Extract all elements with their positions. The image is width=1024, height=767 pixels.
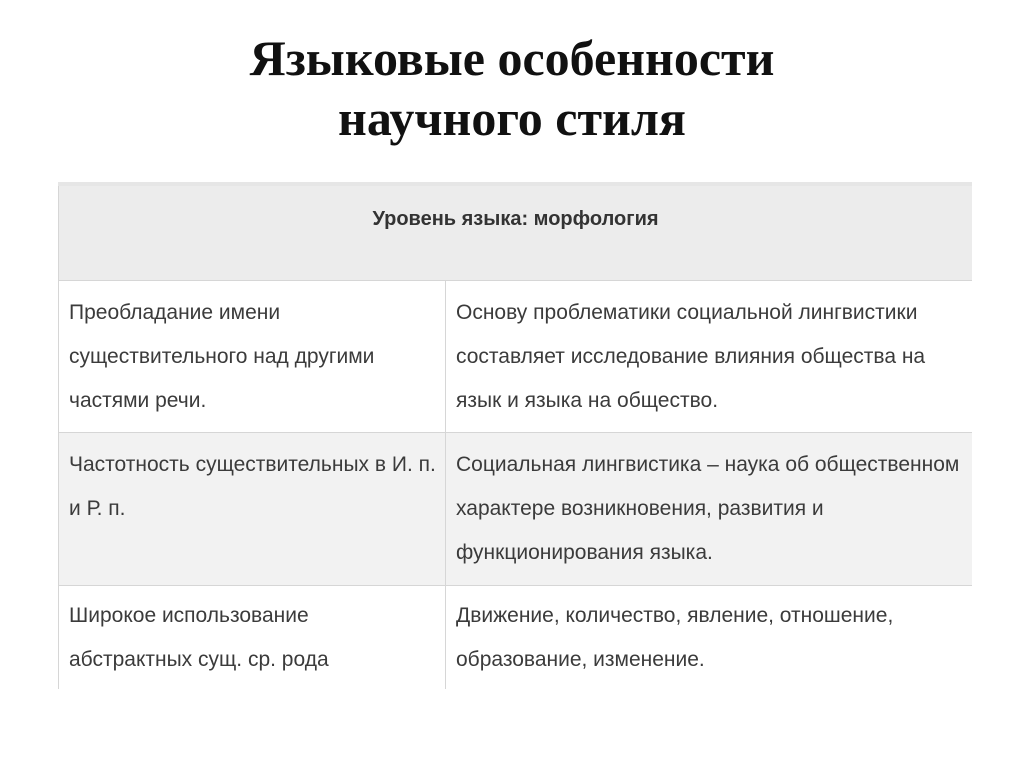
slide-title-line-2: научного стиля [338,90,686,146]
table-cell-feature: Преобладание имени существительного над другими частями речи. [59,280,446,432]
table-cell-example: Основу проблематики социальной лингвистики составляет исследование влияния общества на язык и языка на общество. [446,280,973,432]
slide-title [0,28,1024,148]
table-row [59,280,973,432]
table-cell-feature: Частотность существительных в И. п. и Р. п. [59,432,446,585]
table-row [59,432,973,585]
morphology-table-container [58,182,972,689]
table-row [59,585,973,689]
table-header-row [59,184,973,280]
morphology-table [58,182,972,689]
table-cell-example: Социальная лингвистика – наука об общественном характере возникновения, развития и функционирования языка. [446,432,973,585]
table-header: Уровень языка: морфология [59,184,973,280]
slide-title-line-1: Языковые особенности [249,30,775,86]
table-cell-example: Движение, количество, явление, отношение, образование, изменение. [446,585,973,689]
table-cell-feature: Широкое использование абстрактных сущ. ср. рода [59,585,446,689]
